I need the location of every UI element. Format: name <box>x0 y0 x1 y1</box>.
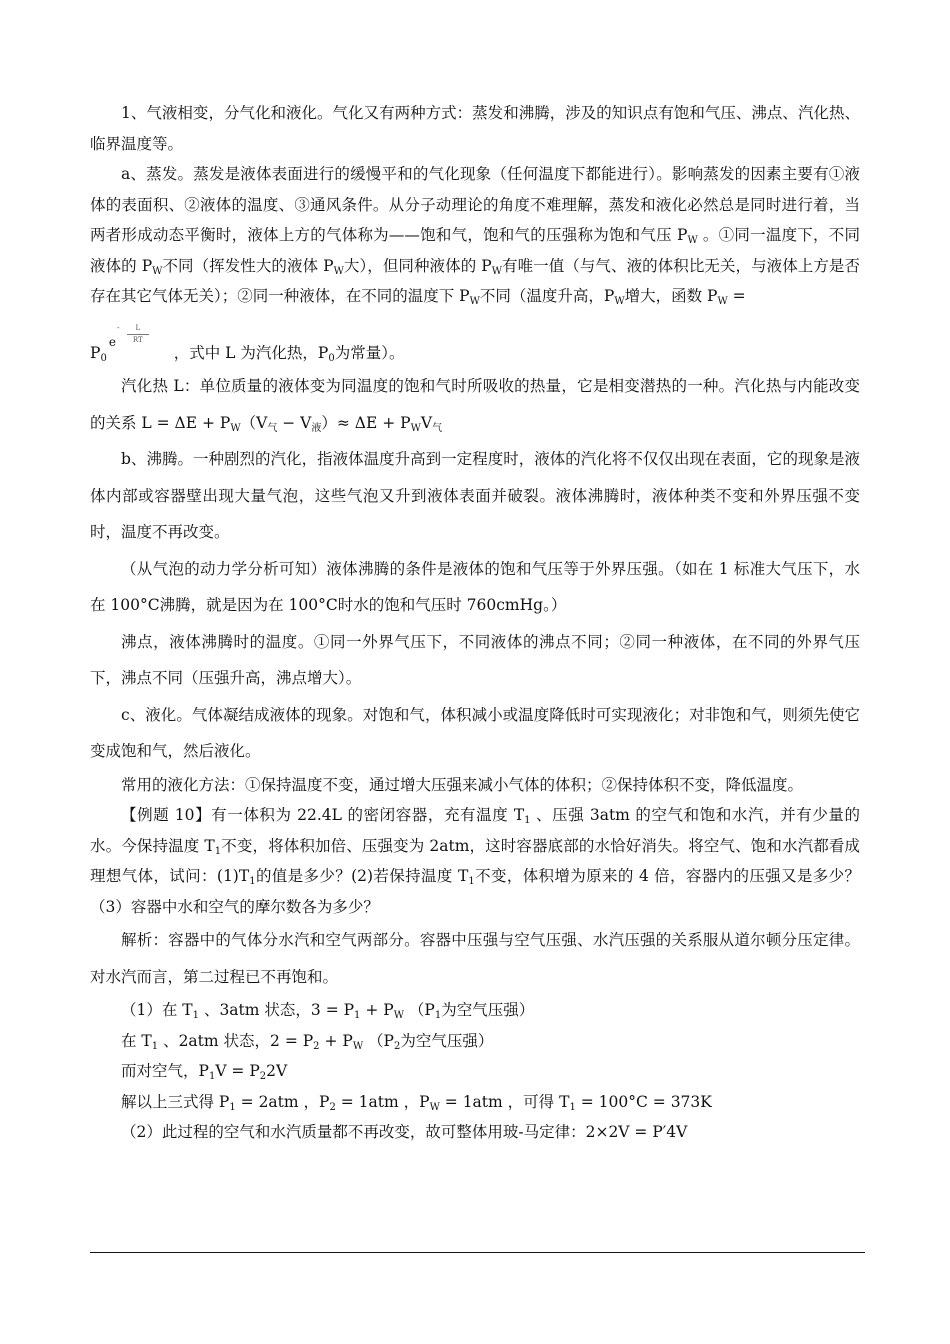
subscript: 2 <box>313 1040 320 1052</box>
subscript: W <box>152 265 163 277</box>
subscript: W <box>333 265 344 277</box>
exponential-base: e <box>108 335 116 349</box>
subscript: 气 <box>432 422 443 434</box>
text-run: 【例题 10】有一体积为 22.4L 的密闭容器，充有温度 T <box>121 806 525 824</box>
text-run: ）≈ ΔE + P <box>321 413 411 432</box>
subscript: 1 <box>434 1010 442 1021</box>
text-run: 为空气压强） <box>400 1031 494 1050</box>
subscript: 0 <box>328 352 335 364</box>
subscript: W <box>429 1101 440 1113</box>
text-run: 而对空气，P <box>121 1062 209 1080</box>
subscript: 2 <box>259 1071 267 1082</box>
subscript: 液 <box>311 422 322 434</box>
fraction-bar <box>127 334 149 335</box>
subscript: W <box>614 296 625 307</box>
exponent-sign: - <box>116 323 120 332</box>
subscript: W <box>491 265 502 277</box>
solution-line-3 <box>90 1056 860 1087</box>
text-run: 汽化热 L：单位质量的液体变为同温度的饱和气时所吸收的热量，它是相变潜热的一种。汽化热与内能改变的关系 L = ΔE + P <box>90 377 860 432</box>
subscript: 1 <box>524 815 531 826</box>
text-run: 、压强 3atm 的空气和饱和水汽，并有少量的水。今保持温度 T <box>90 806 861 855</box>
subscript: 1 <box>151 1040 159 1052</box>
subscript: 0 <box>100 352 107 364</box>
text-run: （V <box>240 413 268 432</box>
text-run: 增大，函数 P <box>624 287 718 305</box>
text-run: + P <box>360 1001 394 1019</box>
subscript: 1 <box>468 876 475 887</box>
exponent-fraction <box>125 324 151 350</box>
text-run: P <box>90 343 101 362</box>
paragraph-liquefaction: c、液化。气体凝结成液体的现象。对饱和气，体积减小或温度降低时可实现液化；对非饱和气，则须先使它变成饱和气，然后液化。 <box>90 705 860 760</box>
text-run: 在 T <box>121 1031 152 1050</box>
subscript: 1 <box>569 1101 576 1113</box>
text-run: = 1atm ，可得 T <box>439 1092 570 1111</box>
paragraph-example <box>90 800 860 922</box>
text-run: 不同（挥发性大的液体 P <box>162 256 334 275</box>
document-body <box>90 98 860 1148</box>
subscript: 1 <box>354 1010 361 1021</box>
text-run: = <box>727 287 746 305</box>
subscript: 1 <box>192 1010 200 1021</box>
solution-line-1 <box>90 995 860 1026</box>
text-run: （1）在 T <box>121 1001 193 1019</box>
paragraph-boiling-condition: （从气泡的动力学分析可知）液体沸腾的条件是液体的饱和气压等于外界压强。（如在 1 标准大气压下，水在 100°C沸腾，就是因为在 100°C时水的饱和气压时 760cmHg。） <box>90 559 860 614</box>
text-run: V <box>420 413 433 432</box>
text-run: （P <box>403 1001 435 1019</box>
subscript: W <box>717 296 728 307</box>
exponent-numerator: L <box>135 323 141 332</box>
text-run: 2V <box>266 1062 288 1080</box>
paragraph-evaporation <box>90 159 860 312</box>
subscript: 2 <box>329 1101 336 1113</box>
subscript: 2 <box>393 1040 401 1052</box>
text-run: V = P <box>215 1062 260 1080</box>
text-run: 有唯一值（与气、液的体积比无关，与液体上方是否存在其它气体无关）；②同一种液体，在不同的温度下 P <box>90 256 860 305</box>
paragraph-phase-change: 1、气液相变，分气化和液化。气化又有两种方式：蒸发和沸腾，涉及的知识点有饱和气压、沸点、汽化热、临界温度等。 <box>90 104 860 153</box>
text-run: 、3atm 状态，3 = P <box>199 1001 355 1019</box>
text-run: （P <box>363 1031 394 1050</box>
text-run: 为常量）。 <box>334 343 405 362</box>
text-run: 为空气压强） <box>441 1001 535 1019</box>
text-run: 不同（温度升高，P <box>479 287 615 305</box>
subscript: W <box>352 1040 364 1052</box>
subscript: 1 <box>249 876 256 887</box>
text-run: 不变，将体积加倍、压强变为 2atm，这时容器底部的水恰好消失。将空气、饱和水汽都看成理想气体，试问：(1)T <box>90 836 860 885</box>
exponential-term <box>107 323 169 358</box>
paragraph-solution-intro: 解析：容器中的气体分水汽和空气两部分。容器中压强与空气压强、水汽压强的关系服从道尔顿分压定律。对水汽而言，第二过程已不再饱和。 <box>90 931 860 986</box>
formula-line <box>90 323 860 369</box>
text-run: = 1atm ，P <box>335 1092 430 1111</box>
subscript: 气 <box>267 422 278 434</box>
solution-line-5: （2）此过程的空气和水汽质量都不再改变，故可整体用玻-马定律：2×2V = P′4V <box>121 1123 688 1141</box>
text-run: ，式中 L 为汽化热，P <box>168 343 329 362</box>
subscript: W <box>687 235 698 246</box>
subscript: W <box>230 422 241 434</box>
formula-spacer <box>90 312 860 338</box>
text-run: 。①同一温度下，不同液体的 P <box>90 226 861 275</box>
subscript: W <box>469 296 480 307</box>
paragraph-liquefaction-methods: 常用的液化方法：①保持温度不变，通过增大压强来减小气体的体积；②保持体积不变，降低温度。 <box>121 775 804 794</box>
text-run: 大），但同种液体的 P <box>343 256 492 275</box>
text-run: = 100°C = 373K <box>575 1092 712 1111</box>
subscript: W <box>393 1010 404 1021</box>
paragraph-boiling-point: 沸点，液体沸腾时的温度。①同一外界气压下，不同液体的沸点不同；②同一种液体，在不同的外界气压下，沸点不同（压强升高，沸点增大）。 <box>90 632 860 687</box>
text-run: + P <box>319 1031 353 1050</box>
subscript: 1 <box>229 1101 236 1113</box>
text-run: 不变，体积增为原来的 4 倍，容器内的压强又是多少？（3）容器中水和空气的摩尔数各为多少？ <box>90 867 861 916</box>
solution-line-2 <box>90 1026 860 1057</box>
subscript: W <box>410 422 421 434</box>
exponent-denominator: RT <box>132 335 143 344</box>
text-run: = 2atm ，P <box>235 1092 330 1111</box>
subscript: 1 <box>214 845 222 857</box>
text-run: 、2atm 状态，2 = P <box>158 1031 314 1050</box>
paragraph-heat-of-vaporization <box>90 368 860 441</box>
subscript: 1 <box>208 1071 216 1082</box>
paragraph-boiling: b、沸腾。一种剧烈的汽化，指液体温度升高到一定程度时，液体的汽化将不仅仅出现在表面，它的现象是液体内部或容器壁出现大量气泡，这些气泡又升到液体表面并破裂。液体沸腾时，液体种类不变和外界压强不变时，温度不再改变。 <box>90 450 860 541</box>
text-run: 解以上三式得 P <box>121 1092 230 1111</box>
solution-line-4 <box>90 1087 860 1118</box>
text-run: 的值是多少？(2)若保持温度 T <box>255 867 469 885</box>
text-run: − V <box>277 413 312 432</box>
footer-rule <box>90 1252 865 1253</box>
text-run: a、蒸发。蒸发是液体表面进行的缓慢平和的气化现象（任何温度下都能进行）。影响蒸发的因素主要有①液体的表面积、②液体的温度、③通风条件。从分子动理论的角度不难理解，蒸发和液化必然总是同时进行着，当两者形成动态平衡时，液体上方的气体称为——饱和气，饱和气的压强称为饱和气压 P <box>90 165 860 244</box>
